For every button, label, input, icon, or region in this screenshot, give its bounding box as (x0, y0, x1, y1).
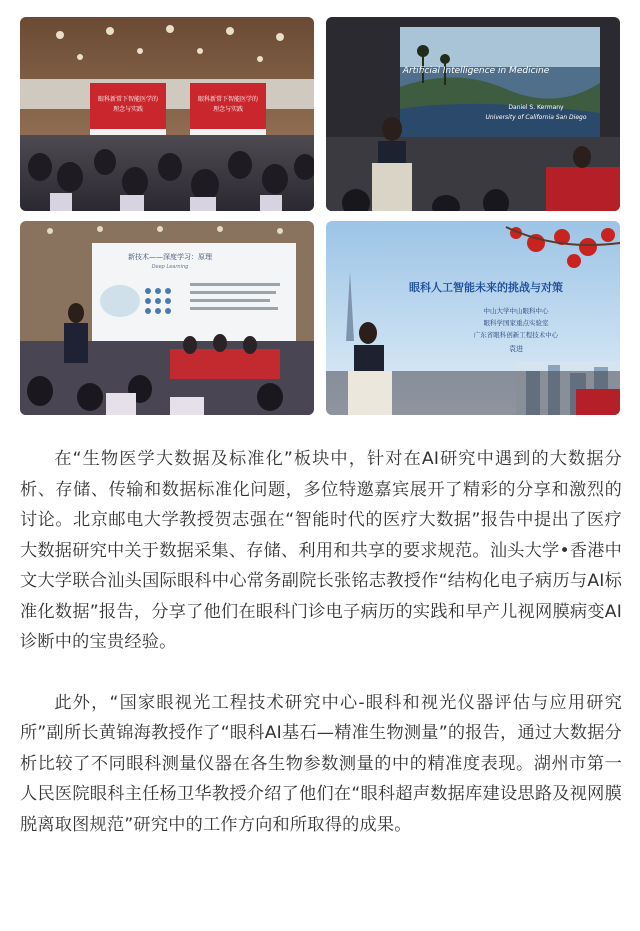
article-paragraph-2: 此外，“国家眼视光工程技术研究中心-眼科和视光仪器评估与应用研究所”副所长黄锦海教授作了“眼科AI基石—精准生物测量”的报告，通过大数据分析比较了不同眼科测量仪器在各生物参数测量的中的精准度表现。湖州市第一人民医院眼科主任杨卫华教授介绍了他们在“眼科超声数据库建设思路及视网膜脱离取图规范”研究中的工作方向和所取得的成果。 (20, 692, 622, 835)
conference-hall-photo (20, 17, 314, 211)
deep-learning-image (20, 221, 314, 415)
eye-ai-challenges-image (326, 221, 620, 415)
banner-title: 眼科人工智能未来的挑战与对策 (409, 281, 563, 294)
slide-title: Artificial Intelligence in Medicine (402, 66, 550, 76)
left-slide-subtitle: 理念与实践 (112, 106, 144, 113)
article-paragraph-1: 在“生物医学大数据及标准化”板块中，针对在AI研究中遇到的大数据分析、存储、传输和数据标准化问题，多位特邀嘉宾展开了精彩的分享和激烈的讨论。北京邮电大学教授贺志强在“智能时代的医疗大数据”报告中提出了医疗大数据研究中关于数据采集、存储、利用和共享的要求规范。汕头大学•香港中文大学联合汕头国际眼科中心常务副院长张铭志教授作“结构化电子病历与AI标准化数据”报告，分享了他们在眼科门诊电子病历的实践和早产儿视网膜病变AI诊断中的宝贵经验。 (20, 449, 622, 652)
deep-learning-session-photo (20, 221, 314, 415)
photo-collage (20, 17, 620, 415)
ai-in-medicine-talk-photo (326, 17, 620, 211)
eye-ai-challenges-photo (326, 221, 620, 415)
org-line-2: 眼科学国家重点实验室 (483, 319, 549, 327)
org-line-1: 中山大学中山眼科中心 (483, 307, 549, 315)
speaker-name: 袁进 (509, 345, 523, 353)
slide-author: Daniel S. Kermany (508, 104, 564, 111)
right-slide-title: 眼科新常下智能医学的 (197, 96, 259, 103)
right-slide-subtitle: 理念与实践 (212, 106, 244, 113)
slide-title: 新技术——深度学习：原理 (128, 253, 212, 261)
org-line-3: 广东省眼科创新工程技术中心 (473, 331, 559, 339)
slide-affiliation: University of California San Diego (485, 114, 587, 121)
left-slide-title: 眼科新常下智能医学的 (97, 96, 159, 103)
conference-hall-image (20, 17, 314, 211)
slide-subtitle: Deep Learning (151, 264, 189, 270)
ai-in-medicine-image (326, 17, 620, 211)
article-body (20, 444, 622, 870)
